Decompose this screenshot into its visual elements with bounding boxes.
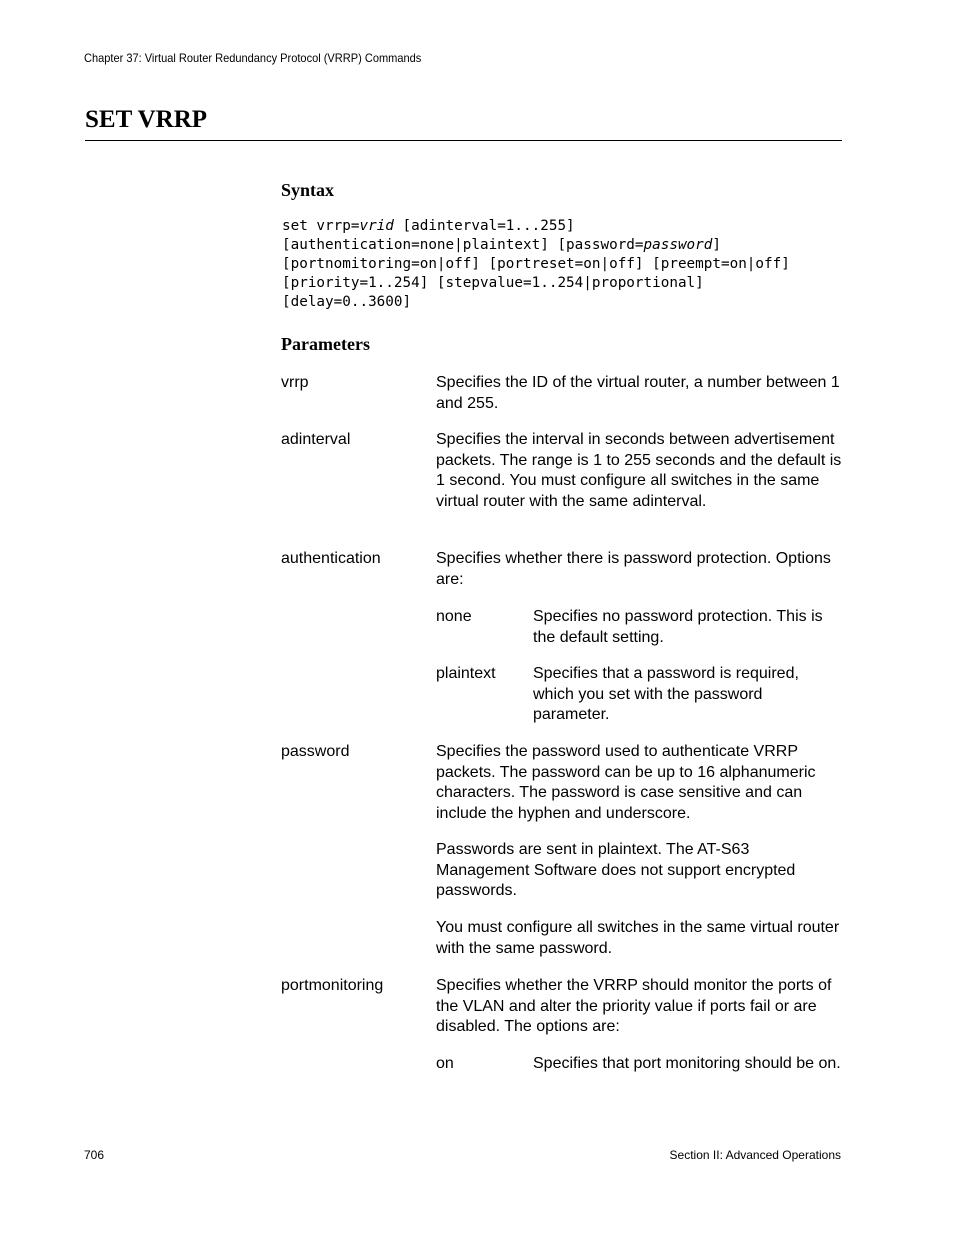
syntax-line-1: set vrrp=vrid [adinterval=1...255] [282,218,575,234]
parameters-heading: Parameters [281,334,370,354]
param-desc-adinterval: Specifies the interval in seconds between advertisement packets. The range is 1 to 255 seconds and the default is 1 second. You must configure all switches in the same virtual router with the same adinterval. [436,431,842,510]
param-desc-password-note: Passwords are sent in plaintext. The AT-S63 Management Software does not support encrypted passwords. [436,841,796,899]
param-term-vrrp: vrrp [281,374,309,391]
param-desc-password: Specifies the password used to authenticate VRRP packets. The password can be up to 16 alphanumeric characters. The password is case sensitive and can include the hyphen and underscore. [436,743,816,822]
syntax-code [282,217,790,312]
option-desc-on: Specifies that port monitoring should be on. [533,1055,841,1072]
param-desc-vrrp: Specifies the ID of the virtual router, a number between 1 and 255. [436,374,840,412]
option-term-none: none [436,608,472,625]
page-number: 706 [84,1148,105,1162]
syntax-line-2: [authentication=none|plaintext] [password=password] [282,237,721,253]
syntax-heading: Syntax [281,180,335,200]
section-footer: Section II: Advanced Operations [669,1148,841,1162]
option-desc-none: Specifies no password protection. This is the default setting. [533,608,823,646]
running-header: Chapter 37: Virtual Router Redundancy Protocol (VRRP) Commands [84,51,422,65]
page-title: SET VRRP [85,106,208,133]
param-term-password: password [281,743,350,760]
option-term-plaintext: plaintext [436,665,496,682]
option-desc-plaintext: Specifies that a password is required, which you set with the password parameter. [533,665,799,723]
param-term-portmonitoring: portmonitoring [281,977,384,994]
param-desc-password-config: You must configure all switches in the same virtual router with the same password. [436,919,840,957]
option-term-on: on [436,1055,454,1072]
param-term-authentication: authentication [281,550,381,567]
param-desc-portmonitoring: Specifies whether the VRRP should monitor the ports of the VLAN and alter the priority value if ports fail or are disabled. The options are: [436,977,832,1035]
title-rule [85,140,842,141]
param-term-adinterval: adinterval [281,431,351,448]
syntax-line-5: [delay=0..3600] [282,294,412,310]
param-desc-authentication: Specifies whether there is password protection. Options are: [436,550,831,588]
syntax-line-4: [priority=1..254] [stepvalue=1..254|proportional] [282,275,704,291]
syntax-line-3: [portnomitoring=on|off] [portreset=on|off] [preempt=on|off] [282,256,790,272]
